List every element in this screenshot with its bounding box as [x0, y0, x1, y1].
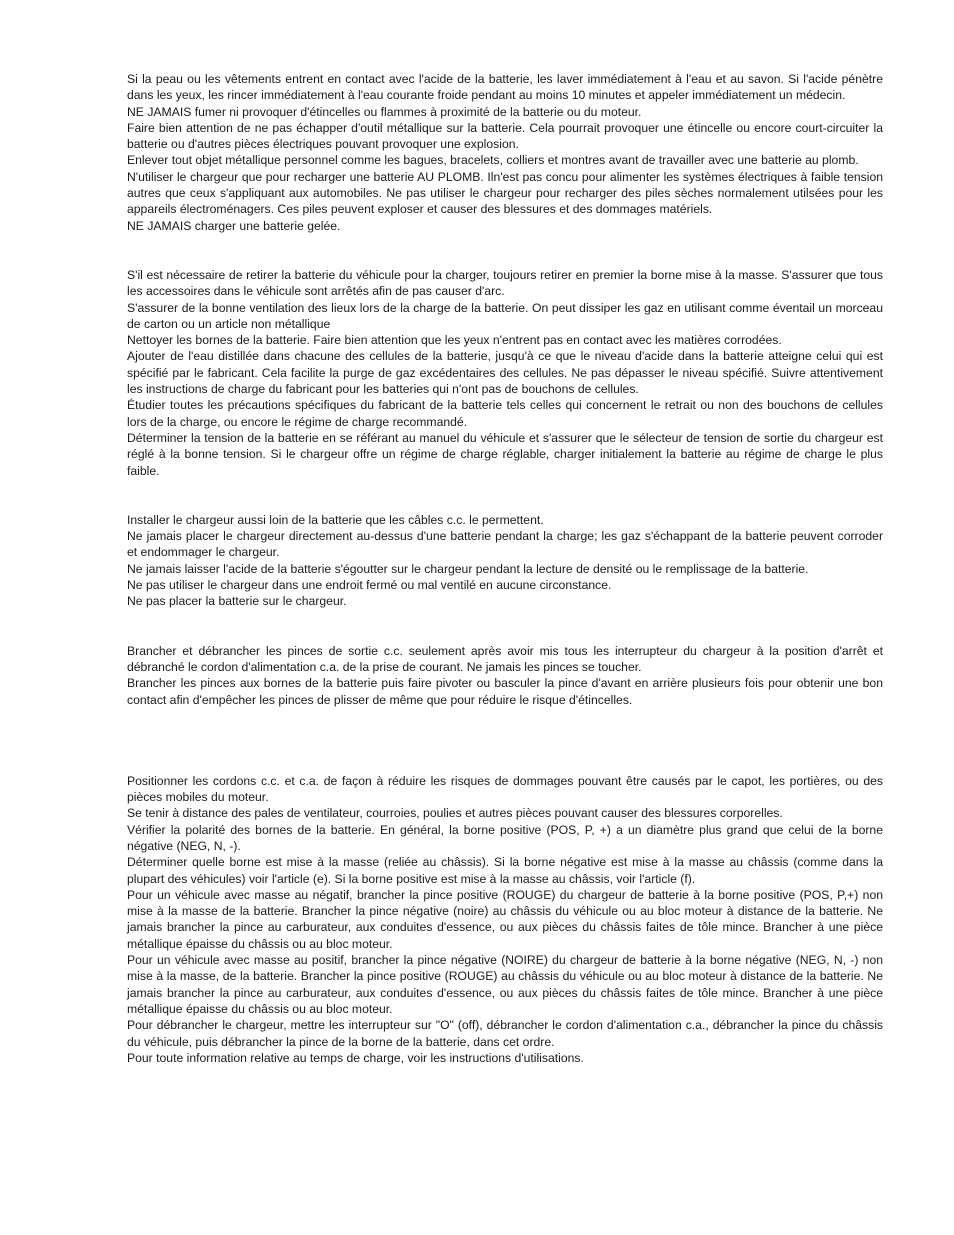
paragraph: Brancher et débrancher les pinces de sortie c.c. seulement après avoir mis tous les interrupteur du chargeur à la position d'arrêt et débranché le cordon d'alimentation c.a. de la prise de courant. Ne jamais les pinces se toucher. — [127, 643, 883, 674]
paragraph: N'utiliser le chargeur que pour recharger une batterie AU PLOMB. Iln'est pas concu pour alimenter les systèmes électriques à faible tension autres que ceux s'appliquant aux automobiles. Ne pas utiliser le chargeur pour recharger des piles sèches normalement utilsées pour les appareils électroménagers. Ces piles peuvent exploser et causer des blessures et des dommages matériels. — [127, 169, 883, 217]
paragraph: Pour toute information relative au temps de charge, voir les instructions d'utilisations. — [127, 1050, 584, 1065]
paragraph: Ajouter de l'eau distillée dans chacune des cellules de la batterie, jusqu'à ce que le niveau d'acide dans la batterie atteigne celui qui est spécifié par le fabricant. Cela facilite la purge de gaz excédentaires des cellules. Ne pas dépasser le niveau spécifié. Suivre attentivement les instructions de charge du fabricant pour les batteries qui n'ont pas de bouchons de cellules. — [127, 349, 883, 397]
paragraph: Déterminer quelle borne est mise à la masse (reliée au châssis). Si la borne négative est mise à la masse au châssis (comme dans la plupart des véhicules) voir l'article (e). Si la borne positive est mise à la masse au châssis, voir l'article (f). — [127, 855, 883, 886]
paragraph: Étudier toutes les précautions spécifiques du fabricant de la batterie tels celles qui concernent le retrait ou non des bouchons de cellules lors de la charge, ou encore le régime de charge recommandé. — [127, 398, 883, 429]
paragraph: Enlever tout objet métallique personnel comme les bagues, bracelets, colliers et montres avant de travailler avec une batterie au plomb. — [127, 153, 859, 168]
section-spacer — [127, 234, 883, 267]
paragraph: Ne jamais laisser l'acide de la batterie s'égoutter sur le chargeur pendant la lecture de densité ou le remplissage de la batterie. — [127, 561, 809, 576]
paragraph: Ne pas placer la batterie sur le chargeur. — [127, 594, 347, 609]
paragraph: NE JAMAIS charger une batterie gelée. — [127, 218, 341, 233]
section-battery-safety — [127, 71, 883, 234]
paragraph: Nettoyer les bornes de la batterie. Faire bien attention que les yeux n'entrent pas en contact avec les matières corrodées. — [127, 333, 782, 348]
paragraph: Ne pas utiliser le chargeur dans une endroit fermé ou mal ventilé en aucune circonstance. — [127, 578, 612, 593]
section-spacer — [127, 479, 883, 512]
section-in-vehicle-connection — [127, 773, 883, 1066]
paragraph: Ne jamais placer le chargeur directement au-dessus d'une batterie pendant la charge; les gaz s'échappant de la batterie peuvent corroder et endommager le chargeur. — [127, 529, 883, 560]
document-page — [127, 71, 883, 1066]
paragraph: Brancher les pinces aux bornes de la batterie puis faire pivoter ou basculer la pince d'avant en arrière plusieurs fois pour obtenir une bon contact afin d'empêcher les pinces de plisser de même que pour réduire le risque d'étincelles. — [127, 676, 883, 707]
paragraph: S'assurer de la bonne ventilation des lieux lors de la charge de la batterie. On peut dissiper les gaz en utilisant comme éventail un morceau de carton ou un article non métallique — [127, 300, 883, 331]
paragraph: Vérifier la polarité des bornes de la batterie. En général, la borne positive (POS, P, +) a un diamètre plus grand que celui de la borne négative (NEG, N, -). — [127, 822, 883, 853]
paragraph: Pour un véhicule avec masse au positif, brancher la pince négative (NOIRE) du chargeur de batterie à la borne négative (NEG, N, -) non mise à la masse, de la batterie. Brancher la pince positive (ROUGE) au châssis du véhicule ou au bloc moteur à distance de la batterie. Ne jamais brancher la pince au carburateur, aux conduites d'essence, ou aux pièces du châssis faites de tôle mince. Brancher à une pièce métallique épaisse du châssis ou au bloc moteur. — [127, 953, 883, 1016]
paragraph: NE JAMAIS fumer ni provoquer d'étincelles ou flammes à proximité de la batterie ou du moteur. — [127, 104, 642, 119]
paragraph: S'il est nécessaire de retirer la batterie du véhicule pour la charger, toujours retirer en premier la borne mise à la masse. S'assurer que tous les accessoires dans le véhicule sont arrêtés afin de pas causer d'arc. — [127, 267, 883, 299]
section-spacer — [127, 708, 883, 773]
section-dc-connection — [127, 643, 883, 708]
section-spacer — [127, 610, 883, 643]
paragraph: Pour débrancher le chargeur, mettre les interrupteur sur "O" (off), débrancher le cordon d'alimentation c.a., débrancher la pince du châssis du véhicule, puis débrancher la pince de la borne de la batterie, dans cet ordre. — [127, 1018, 883, 1049]
section-charger-location — [127, 512, 883, 610]
paragraph: Pour un véhicule avec masse au négatif, brancher la pince positive (ROUGE) du chargeur de batterie à la borne positive (POS, P,+) non mise à la masse de la batterie. Brancher la pince négative (noire) au châssis du véhicule ou au bloc moteur à distance de la batterie. Ne jamais brancher la pince au carburateur, aux conduites d'essence, ou aux pièces du châssis faites de tôle mince. Brancher à une pièce métallique épaisse du châssis ou au bloc moteur. — [127, 887, 883, 951]
paragraph: Se tenir à distance des pales de ventilateur, courroies, poulies et autres pièces pouvant causer des blessures corporelles. — [127, 806, 783, 821]
paragraph: Positionner les cordons c.c. et c.a. de façon à réduire les risques de dommages pouvant être causés par le capot, les portières, ou des pièces mobiles du moteur. — [127, 773, 883, 805]
section-preparation — [127, 267, 883, 479]
paragraph: Installer le chargeur aussi loin de la batterie que les câbles c.c. le permettent. — [127, 512, 544, 527]
paragraph: Faire bien attention de ne pas échapper d'outil métallique sur la batterie. Cela pourrait provoquer une étincelle ou encore court-circuiter la batterie ou d'autres pièces électriques pouvant provoquer une explosion. — [127, 120, 883, 152]
paragraph: Déterminer la tension de la batterie en se référant au manuel du véhicule et s'assurer que le sélecteur de tension de sortie du chargeur est réglé à la bonne tension. Si le chargeur offre un régime de charge réglable, charger initialement la batterie au régime de charge le plus faible. — [127, 430, 883, 478]
paragraph: Si la peau ou les vêtements entrent en contact avec l'acide de la batterie, les laver immédiatement à l'eau et au savon. Si l'acide pénètre dans les yeux, les rincer immédiatement à l'eau courante froide pendant au moins 10 minutes et appeler immédiatement un médecin. — [127, 72, 883, 103]
